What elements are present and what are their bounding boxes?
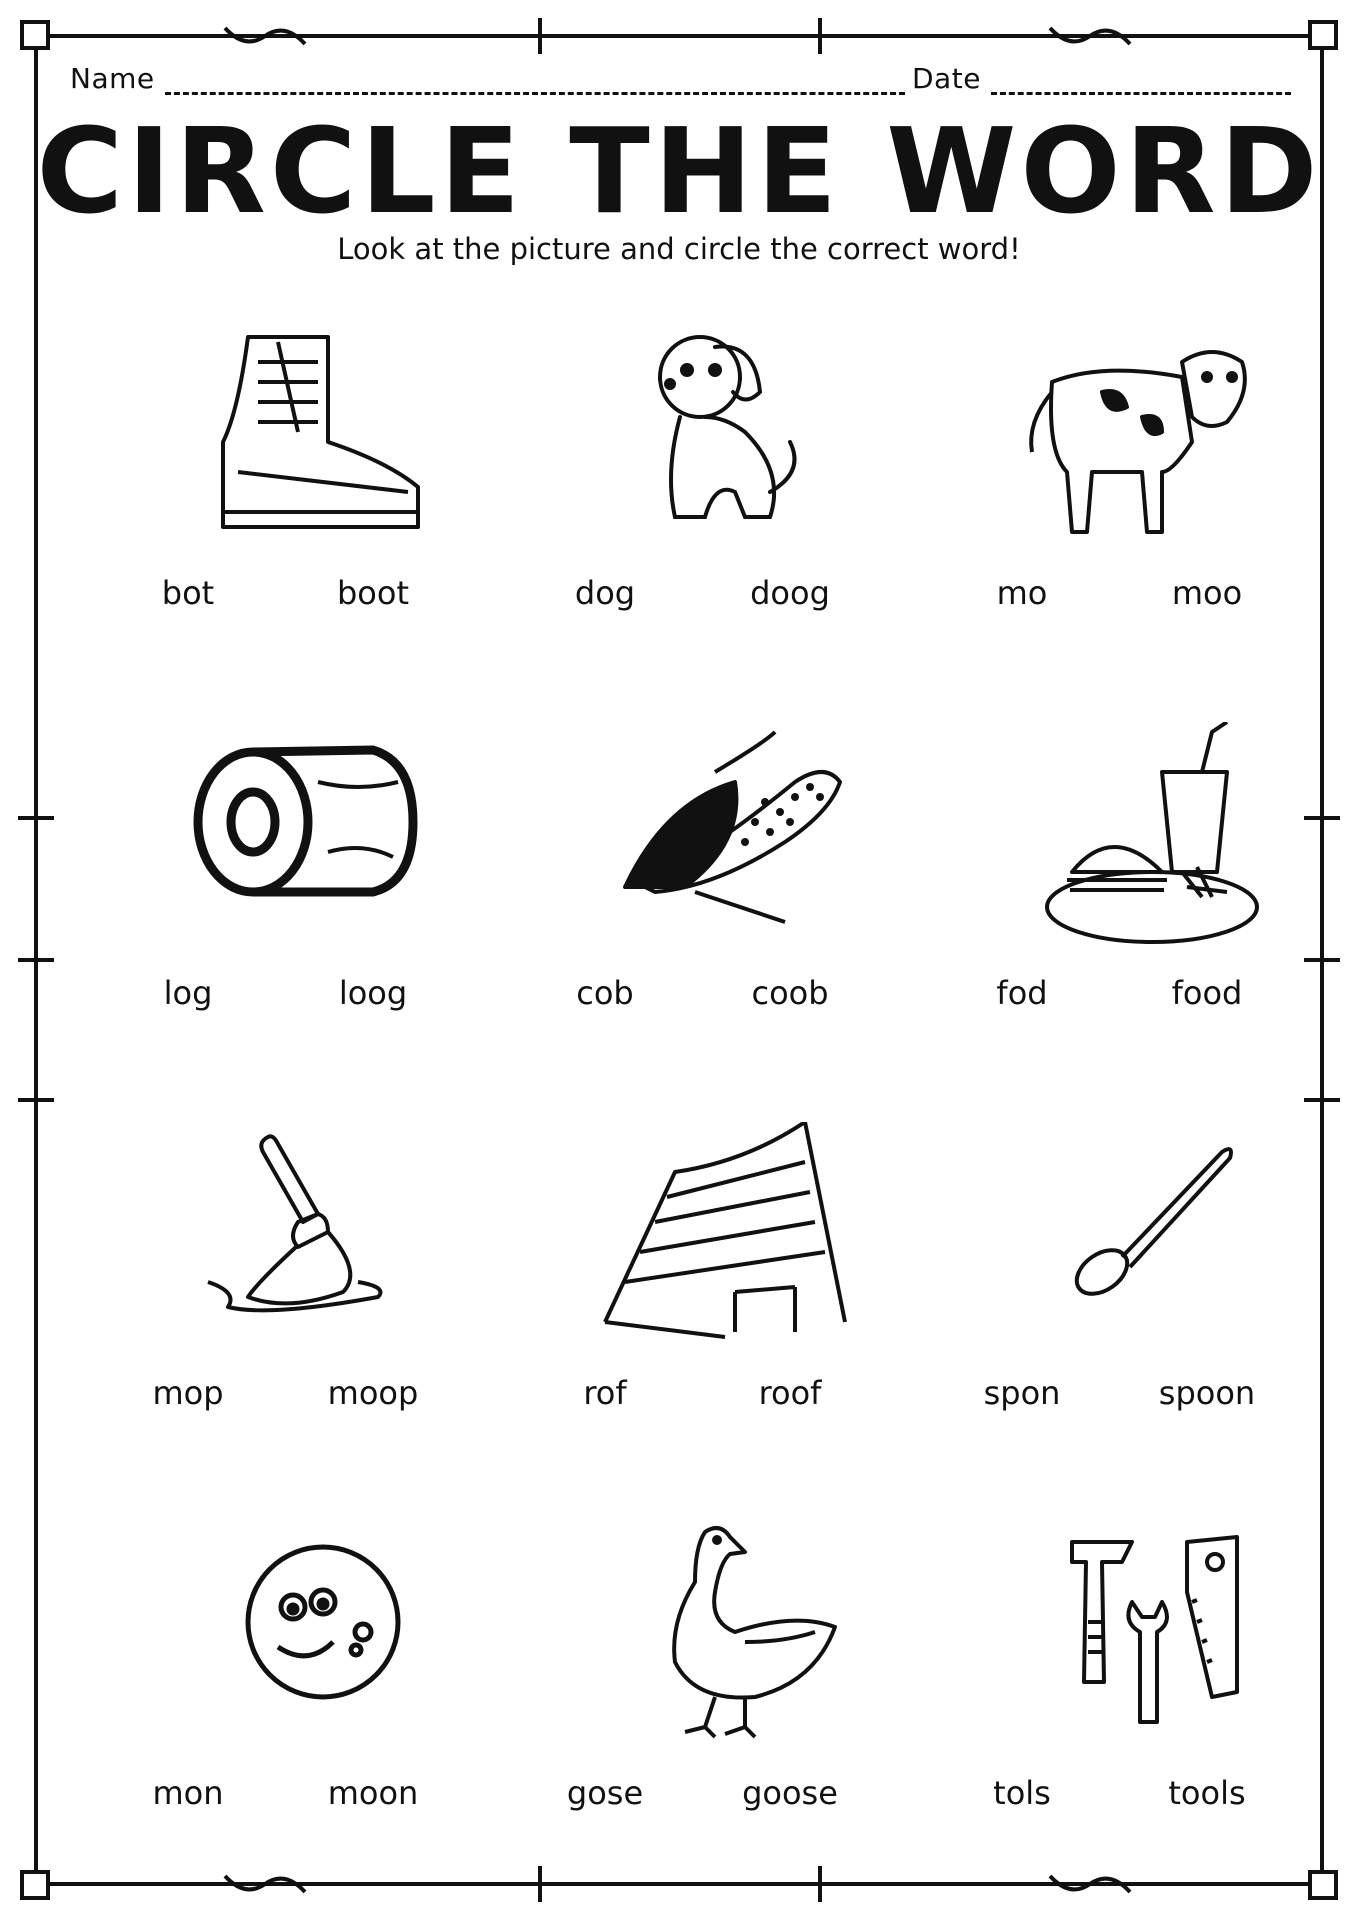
choice-word[interactable]: coob xyxy=(751,974,829,1012)
choice-word[interactable]: log xyxy=(163,974,213,1012)
name-label: Name xyxy=(70,62,155,95)
moon-icon xyxy=(178,1522,438,1752)
choice-word[interactable]: mon xyxy=(152,1774,224,1812)
food-icon xyxy=(1012,722,1272,952)
choice-word[interactable]: gose xyxy=(566,1774,644,1812)
item-goose xyxy=(535,1522,915,1822)
item-cow xyxy=(952,322,1332,622)
choice-word[interactable]: moo xyxy=(1171,574,1243,612)
item-moon xyxy=(118,1522,498,1822)
log-icon xyxy=(178,722,438,952)
spoon-icon xyxy=(1012,1122,1272,1352)
corn-cob-icon xyxy=(595,722,855,952)
boot-icon xyxy=(178,322,438,552)
choice-word[interactable]: fod xyxy=(996,974,1048,1012)
choice-word[interactable]: cob xyxy=(576,974,634,1012)
item-dog xyxy=(535,322,915,622)
item-food xyxy=(952,722,1332,1022)
choice-word[interactable]: moon xyxy=(327,1774,419,1812)
choice-word[interactable]: boot xyxy=(336,574,409,612)
item-log xyxy=(118,722,498,1022)
choice-word[interactable]: mop xyxy=(152,1374,224,1412)
roof-icon xyxy=(595,1122,855,1352)
choice-word[interactable]: doog xyxy=(750,574,830,612)
dog-icon xyxy=(595,322,855,552)
choice-word[interactable]: mo xyxy=(996,574,1048,612)
instructions: Look at the picture and circle the correct word! xyxy=(337,232,1021,266)
choice-word[interactable]: spon xyxy=(983,1374,1061,1412)
choice-word[interactable]: dog xyxy=(574,574,636,612)
item-boot xyxy=(118,322,498,622)
choice-word[interactable]: bot xyxy=(161,574,215,612)
tools-icon xyxy=(1012,1522,1272,1752)
choice-word[interactable]: food xyxy=(1171,974,1243,1012)
item-spoon xyxy=(952,1122,1332,1422)
choice-word[interactable]: goose xyxy=(742,1774,838,1812)
choice-word[interactable]: loog xyxy=(338,974,408,1012)
item-tools xyxy=(952,1522,1332,1822)
choice-word[interactable]: moop xyxy=(327,1374,419,1412)
page-title: CIRCLE THE WORD xyxy=(36,102,1322,240)
item-roof xyxy=(535,1122,915,1422)
item-mop xyxy=(118,1122,498,1422)
mop-icon xyxy=(178,1122,438,1352)
goose-icon xyxy=(595,1522,855,1752)
choice-word[interactable]: spoon xyxy=(1158,1374,1256,1412)
choice-word[interactable]: roof xyxy=(758,1374,822,1412)
cow-icon xyxy=(1012,322,1272,552)
choice-word[interactable]: tols xyxy=(993,1774,1051,1812)
choice-word[interactable]: tools xyxy=(1168,1774,1246,1812)
date-label: Date xyxy=(912,62,981,95)
choice-word[interactable]: rof xyxy=(583,1374,627,1412)
item-corn xyxy=(535,722,915,1022)
